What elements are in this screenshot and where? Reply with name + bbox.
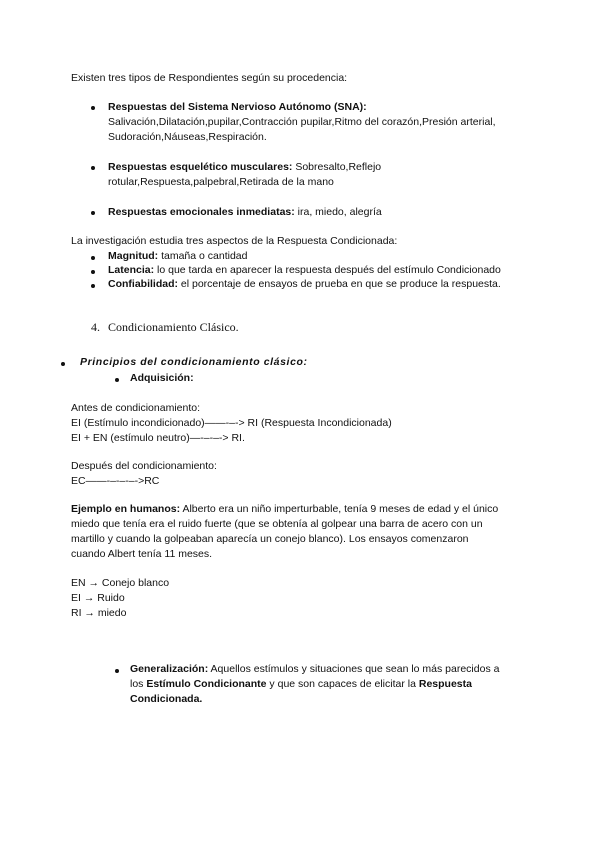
bullet-icon (91, 256, 95, 260)
respondiente-label: Respuestas del Sistema Nervioso Autónomo (SNA): (108, 101, 367, 113)
antes-line: EI + EN (estímulo neutro)—-–-–-> RI. (71, 432, 245, 444)
respondiente-emocional (108, 205, 382, 220)
ejemplo-text: martillo y cuando la golpeaban aparecía un conejo blanco). Los ensayos comenzaron (71, 533, 469, 545)
respondiente-esqueletico (108, 160, 381, 190)
principios-heading: Principios del condicionamiento clásico: (80, 356, 308, 368)
ejemplo-paragraph (71, 502, 498, 562)
antes-title: Antes de condicionamiento: (71, 402, 200, 414)
respondiente-text: ira, miedo, alegría (294, 206, 382, 218)
ejemplo-text: Alberto era un niño imperturbable, tenía 9 meses de edad y el único (180, 503, 499, 515)
bullet-icon (91, 106, 95, 110)
bullet-icon (91, 270, 95, 274)
bullet-icon (91, 284, 95, 288)
section-title: Condicionamiento Clásico. (108, 320, 239, 334)
despues-block (71, 459, 217, 489)
aspecto-label: Confiabilidad: (108, 278, 178, 290)
respondiente-text: Sobresalto,Reflejo (292, 161, 382, 173)
generalizacion-label: Generalización: (130, 663, 209, 675)
aspecto-magnitud (108, 249, 247, 264)
aspecto-label: Latencia: (108, 264, 155, 276)
respondiente-text: Salivación,Dilatación,pupilar,Contracción pupilar,Ritmo del corazón,Presión arterial, (108, 116, 496, 128)
aspecto-confiabilidad (108, 277, 501, 292)
investigacion-text: La investigación estudia tres aspectos de la Respuesta Condicionada: (71, 235, 398, 247)
generalizacion-text: Aquellos estímulos y situaciones que sean lo más parecidos a (208, 663, 500, 675)
despues-title: Después del condicionamiento: (71, 460, 217, 472)
respondiente-label: Respuestas emocionales inmediatas: (108, 206, 295, 218)
aspecto-text: el porcentaje de ensayos de prueba en que se produce la respuesta. (178, 278, 501, 290)
section-heading (91, 320, 239, 335)
ejemplo-text: cuando Albert tenía 11 meses. (71, 548, 213, 560)
adquisicion-heading: Adquisición: (130, 372, 194, 384)
generalizacion-text: y que son capaces de elicitar la (266, 678, 419, 690)
aspecto-latencia (108, 263, 501, 278)
respondiente-text: Sudoración,Náuseas,Respiración. (108, 131, 267, 143)
equivalencia-line: EN → Conejo blanco (71, 577, 170, 589)
equivalencias-block (71, 576, 169, 621)
generalizacion-bold: Condicionada. (130, 693, 203, 705)
bullet-icon (115, 669, 119, 673)
bullet-icon (91, 211, 95, 215)
despues-line: EC——-–-–-–->RC (71, 475, 160, 487)
aspecto-label: Magnitud: (108, 250, 159, 262)
bullet-icon (115, 378, 119, 382)
aspecto-text: tamaña o cantidad (158, 250, 248, 262)
intro-text: Existen tres tipos de Respondientes según su procedencia: (71, 72, 348, 84)
respondiente-text: rotular,Respuesta,palpebral,Retirada de la mano (108, 176, 334, 188)
section-number: 4. (91, 320, 100, 334)
generalizacion-paragraph (130, 662, 499, 707)
respondiente-sna (108, 100, 496, 145)
equivalencia-line: EI → Ruido (71, 592, 125, 604)
antes-block (71, 401, 392, 446)
ejemplo-text: miedo que tenía era el ruido fuerte (que se obtenía al golpear una barra de acero con un (71, 518, 483, 530)
generalizacion-bold: Respuesta (418, 678, 472, 690)
bullet-icon (61, 362, 65, 366)
generalizacion-text: los (130, 678, 147, 690)
aspecto-text: lo que tarda en aparecer la respuesta después del estímulo Condicionado (154, 264, 501, 276)
generalizacion-bold: Estímulo Condicionante (146, 678, 267, 690)
respondiente-label: Respuestas esquelético musculares: (108, 161, 293, 173)
bullet-icon (91, 166, 95, 170)
ejemplo-label: Ejemplo en humanos: (71, 503, 181, 515)
antes-line: EI (Estímulo incondicionado)——-–-> RI (Respuesta Incondicionada) (71, 417, 392, 429)
equivalencia-line: RI → miedo (71, 607, 127, 619)
